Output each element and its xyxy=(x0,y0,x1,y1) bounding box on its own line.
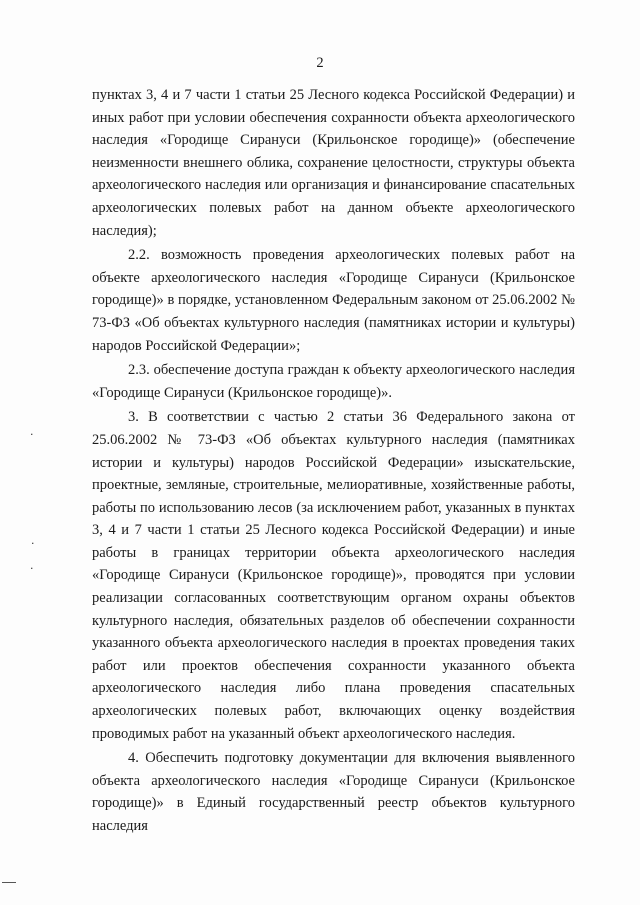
paragraph-continuation: пунктах 3, 4 и 7 части 1 статьи 25 Лесного кодекса Российской Федерации) и иных работ при условии обеспечения сохранности объекта археологического наследия «Городище Сирануси (Крильонское городище)» (обеспечение неизменности внешнего облика, сохранение целостности, структуры объекта археологического наследия или организация и финансирование спасательных археологических полевых работ на данном объекте археологического наследия); xyxy=(92,87,575,239)
page-number: 2 xyxy=(316,55,324,71)
margin-scan-dash xyxy=(2,882,16,883)
paragraph-3: 3. В соответствии с частью 2 статьи 36 Федерального закона от 25.06.2002 № 73-ФЗ «Об объектах культурного наследия (памятниках истории и культуры) народов Российской Федерации» изыскательские, проектные, земляные, строительные, мелиоративные, хозяйственные работы, работы по использованию лесов (за исключением работ, указанных в пунктах 3, 4 и 7 части 1 статьи 25 Лесного кодекса Российской Федерации) и иные работы в границах территории объекта археологического наследия «Городище Сирануси (Крильонское городище)», проводятся при условии реализации согласованных соответствующим органом охраны объектов культурного наследия, обязательных разделов об обеспечении сохранности указанного объекта археологического наследия в проектах проведения таких работ или проектов обеспечения сохранности указанного объекта археологического наследия либо плана проведения спасательных археологических полевых работ, включающих оценку воздействия проводимых работ на указанный объект археологического наследия. xyxy=(92,409,575,742)
paragraph-4: 4. Обеспечить подготовку документации для включения выявленного объекта археологического наследия «Городище Сирануси (Крильонское городище)» в Единый государственный реестр объектов культурного наследия xyxy=(92,750,575,834)
paragraph-2-2: 2.2. возможность проведения археологических полевых работ на объекте археологического наследия «Городище Сирануси (Крильонское городище)» в порядке, установленном Федеральным законом от 25.06.2002 № 73-ФЗ «Об объектах культурного наследия (памятниках истории и культуры) народов Российской Федерации»; xyxy=(92,247,575,354)
margin-scan-mark: · xyxy=(30,428,34,441)
margin-scan-mark: · xyxy=(31,537,35,550)
margin-scan-mark: · xyxy=(30,562,34,575)
document-body xyxy=(92,84,575,838)
paragraph-2-3: 2.3. обеспечение доступа граждан к объекту археологического наследия «Городище Сирануси (Крильонское городище)». xyxy=(92,362,575,401)
